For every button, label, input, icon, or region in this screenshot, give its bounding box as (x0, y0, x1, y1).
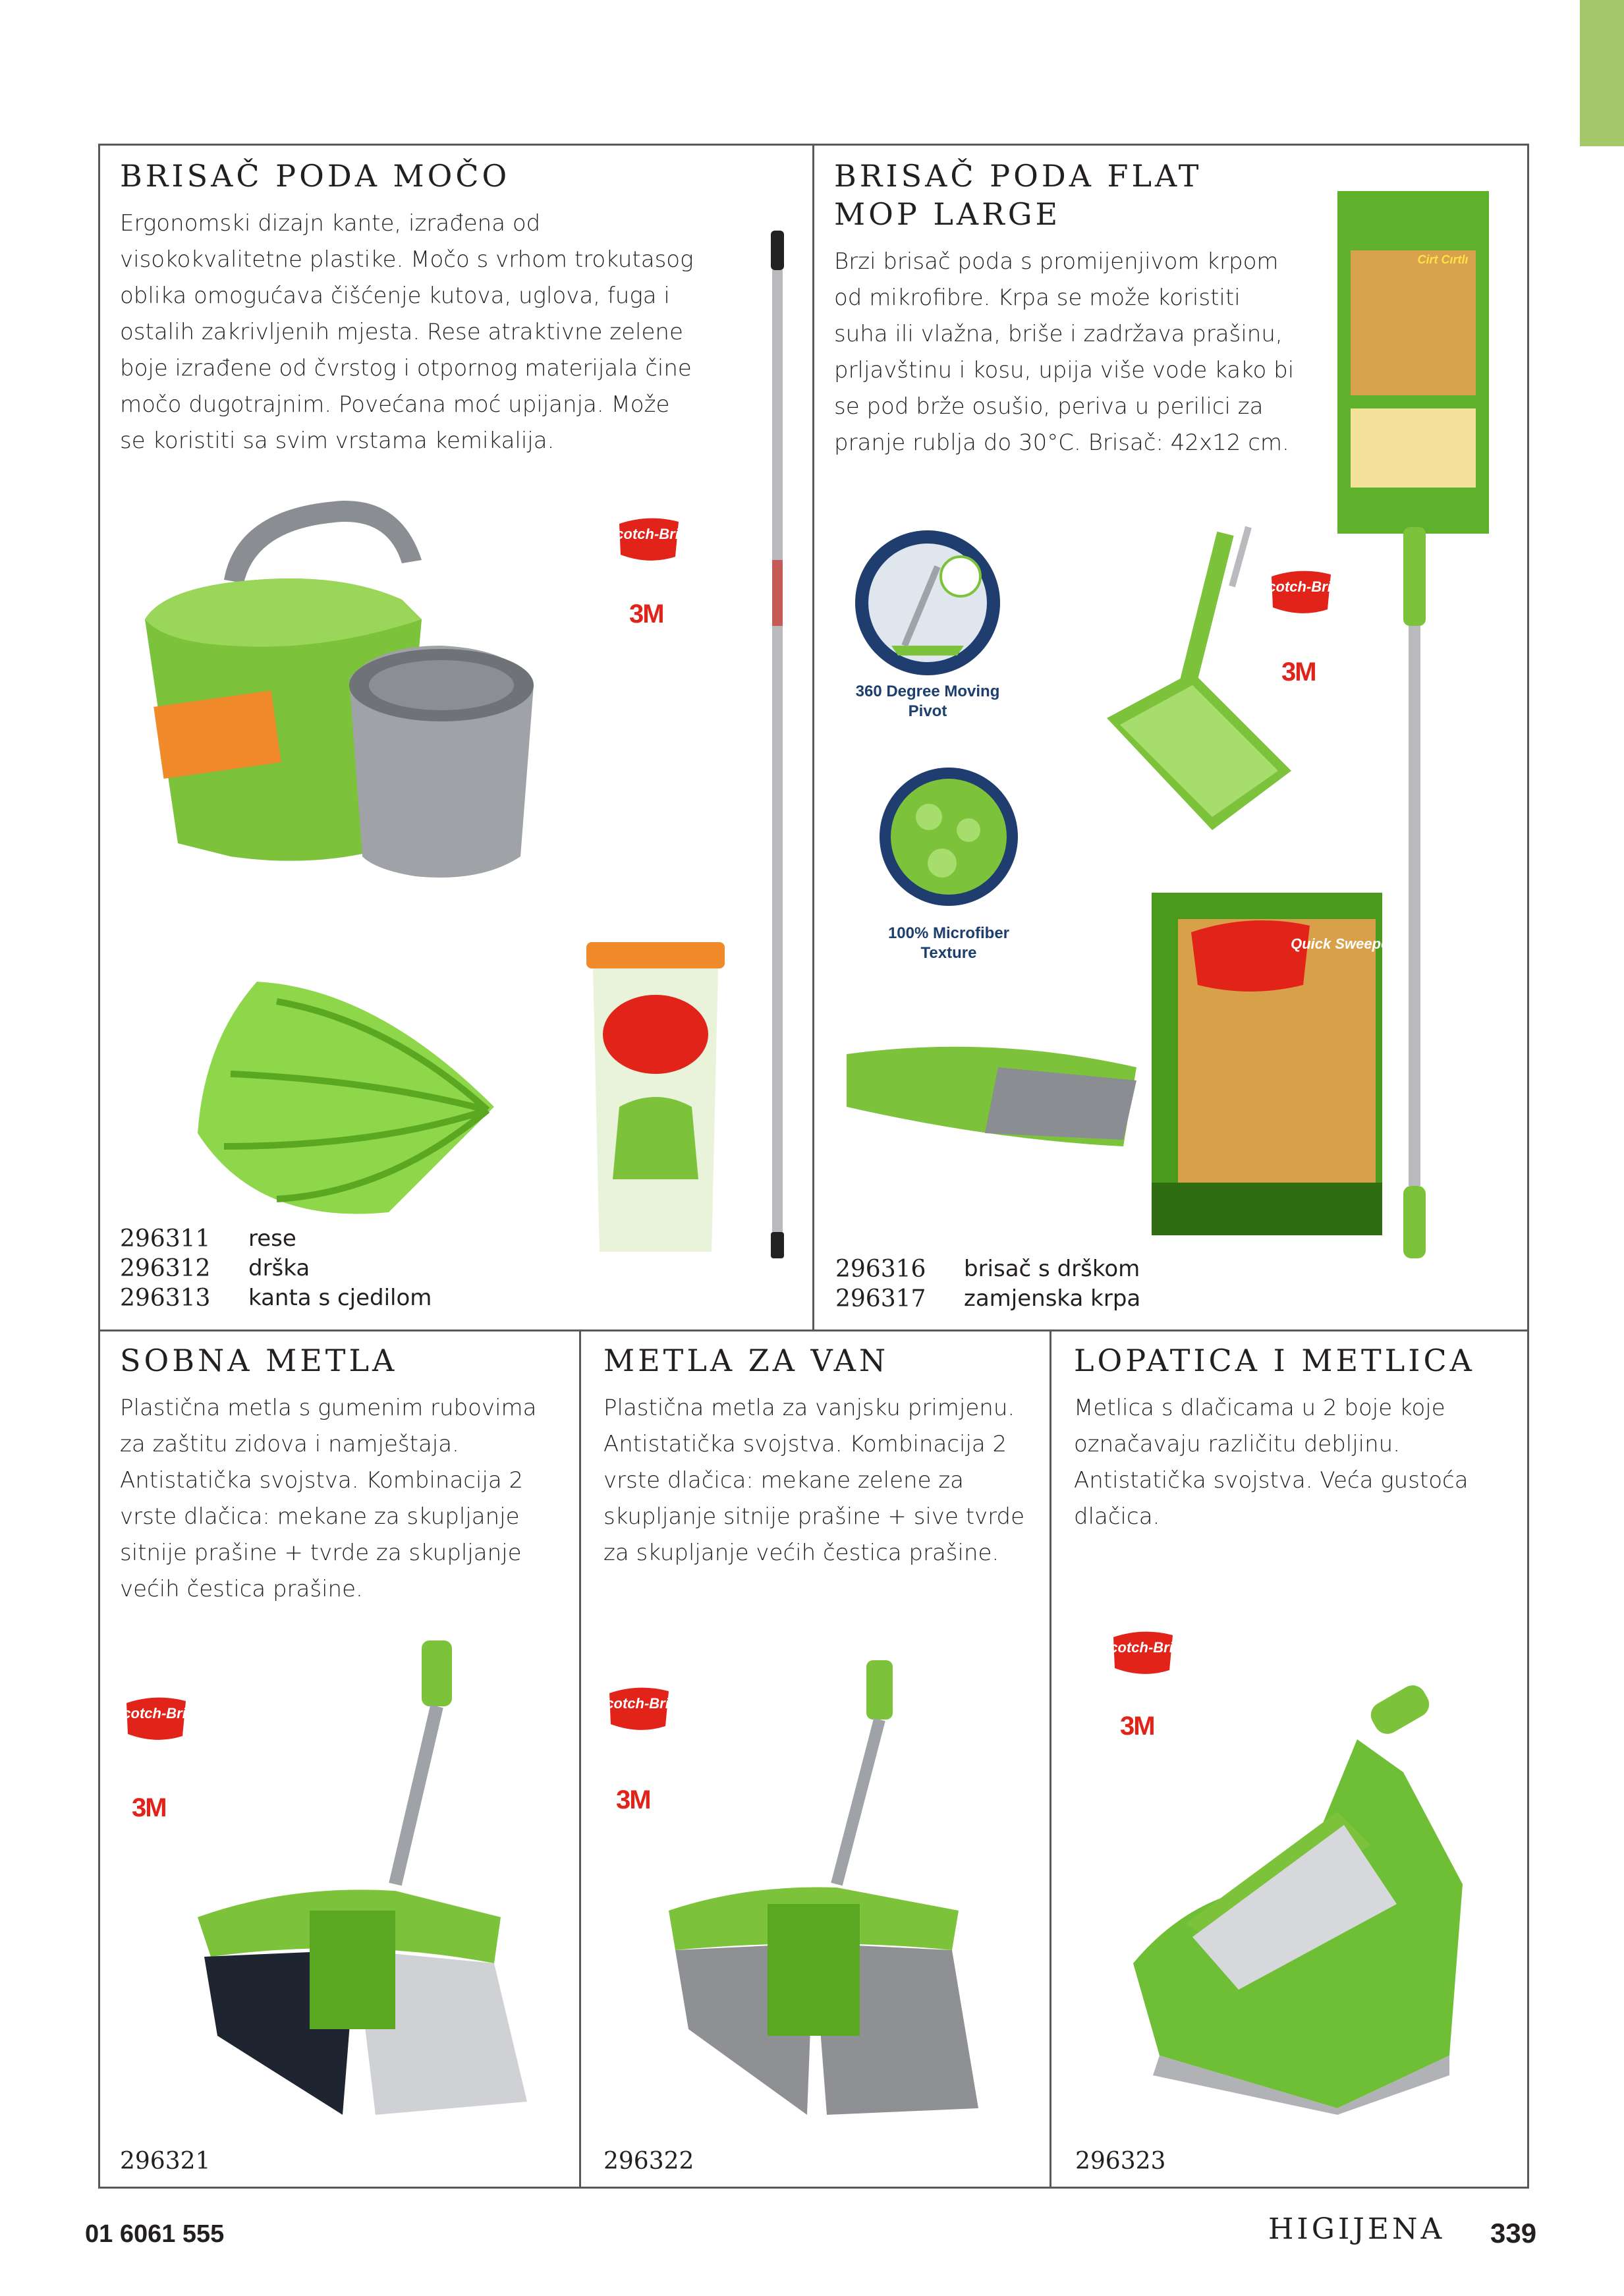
code-row (835, 1284, 1140, 1314)
3m-logo: 3M (629, 600, 663, 629)
code-row (835, 1254, 1140, 1284)
3m-logo: 3M (1281, 658, 1316, 686)
panel-title-line1: BRISAČ PODA FLAT (834, 158, 1202, 194)
panel-title: METLA ZA VAN (603, 1343, 889, 1378)
mop-head-image (178, 962, 507, 1239)
product-label: rese (248, 1225, 296, 1252)
product-code: 296316 (835, 1256, 926, 1283)
product-code: 296311 (120, 1225, 211, 1252)
pivot-caption: 360 Degree Moving Pivot (855, 683, 1000, 720)
microfiber-caption: 100% Microfiber Texture (887, 924, 1010, 962)
product-label: drška (248, 1255, 310, 1281)
panel-title: BRISAČ PODA MOČO (120, 158, 511, 194)
product-code: 296312 (120, 1255, 211, 1282)
divider-bottom-right (1050, 1330, 1051, 2189)
3m-logo: 3M (1120, 1712, 1154, 1741)
panel-dustpan (1074, 1341, 1509, 1535)
scotch-brite-logo (605, 514, 692, 565)
quick-sweeper-box-image (1152, 893, 1395, 1235)
box-label: Cirt Cırtlı (1417, 253, 1469, 266)
microfiber-circle-image (876, 764, 1021, 909)
scotch-brite-text: Scotch-Brite (596, 1695, 683, 1712)
mop-refill-pack-image (580, 942, 731, 1252)
panel-description: Ergonomski dizajn kante, izrađena od visokokvalitetne plastike. Močo s vrhom trokutasog oblika omogućava čišćenje kutova, uglova, fuga i ostalih zakrivljenih mjesta. Rese atraktivne zelene boje izrađene od čvrstog i otpornog materijala čine močo dugotrajnim. Povećana moć upijanja. Može se koristiti sa svim vrstama kemikalija. (120, 210, 694, 454)
code-row (120, 1283, 432, 1313)
panel-title: SOBNA METLA (120, 1343, 398, 1378)
code-row (120, 1254, 432, 1283)
scotch-brite-text: Scotch-Brite (113, 1705, 200, 1722)
panel-flat-mop (834, 157, 1295, 461)
product-label: kanta s cjedilom (248, 1285, 432, 1311)
divider-top (812, 144, 814, 1331)
pivot-circle-image (852, 527, 1003, 679)
mop-code-list (120, 1224, 432, 1313)
flat-mop-code-list (835, 1254, 1140, 1314)
3m-logo: 3M (132, 1793, 166, 1822)
divider-middle (98, 1330, 1529, 1331)
footer-section-title: HIGIJENA (1268, 2212, 1445, 2246)
flat-mop-box-image (1337, 191, 1489, 534)
panel-description: Brzi brisač poda s promijenjivom krpom od mikrofibre. Krpa se može koristiti suha ili vlažna, briše i zadržava prašinu, prljavštinu i kosu, upija više vode kako bi se pod brže osušio, periva u perilici za pranje rublja do 30°C. Brisač: 42x12 cm. (834, 248, 1295, 456)
panel-mop (120, 157, 700, 459)
scotch-brite-text: Scotch-Brite (1100, 1639, 1187, 1656)
dustpan-brush-image (1120, 1687, 1489, 2115)
panel-title: LOPATICA I METLICA (1074, 1343, 1475, 1378)
panel-description: Plastična metla za vanjsku primjenu. Antistatička svojstva. Kombinacija 2 vrste dlačica: mekane zelene za skupljanje sitnije prašine + sive tvrde za skupljanje većih čestica prašine. (603, 1395, 1025, 1566)
indoor-broom-image (158, 1640, 547, 2121)
panel-title-line2: MOP LARGE (834, 196, 1061, 232)
microfiber-refill-image (833, 1028, 1150, 1173)
mop-handle-image (764, 231, 791, 1272)
box-label: Quick Sweeper (1291, 936, 1395, 952)
panel-title (834, 157, 1295, 233)
page-number: 339 (1490, 2218, 1537, 2249)
product-code: 296323 (1075, 2148, 1166, 2175)
product-code: 296322 (603, 2148, 694, 2175)
panel-outdoor-broom (603, 1341, 1025, 1571)
code-row (120, 1224, 432, 1254)
outdoor-broom-image (649, 1660, 992, 2121)
panel-indoor-broom (120, 1341, 542, 1608)
mop-bucket-image (125, 488, 626, 896)
divider-bottom-left (579, 1330, 581, 2189)
flat-mop-handle-image (1384, 527, 1443, 1265)
product-code: 296317 (835, 1285, 926, 1312)
product-label: zamjenska krpa (964, 1285, 1141, 1312)
footer-phone: 01 6061 555 (85, 2220, 225, 2248)
section-tab (1580, 0, 1624, 146)
scotch-brite-text: Scotch-Brite (605, 526, 692, 542)
product-label: brisač s drškom (964, 1256, 1140, 1282)
panel-description: Metlica s dlačicama u 2 boje koje označavaju različitu debljinu. Antistatička svojstva. Veća gustoća dlačica. (1074, 1395, 1469, 1530)
product-code: 296321 (120, 2148, 211, 2175)
panel-description: Plastična metla s gumenim rubovima za zaštitu zidova i namještaja. Antistatička svojstva. Kombinacija 2 vrste dlačica: mekane za skupljanje sitnije prašine + tvrde za skupljanje većih čestica prašine. (120, 1395, 537, 1602)
scotch-brite-text: Scotch-Brite (1258, 578, 1345, 595)
flat-mop-pad-image (1094, 520, 1311, 850)
scotch-brite-logo (1100, 1627, 1187, 1679)
3m-logo: 3M (616, 1785, 650, 1814)
product-code: 296313 (120, 1285, 211, 1312)
